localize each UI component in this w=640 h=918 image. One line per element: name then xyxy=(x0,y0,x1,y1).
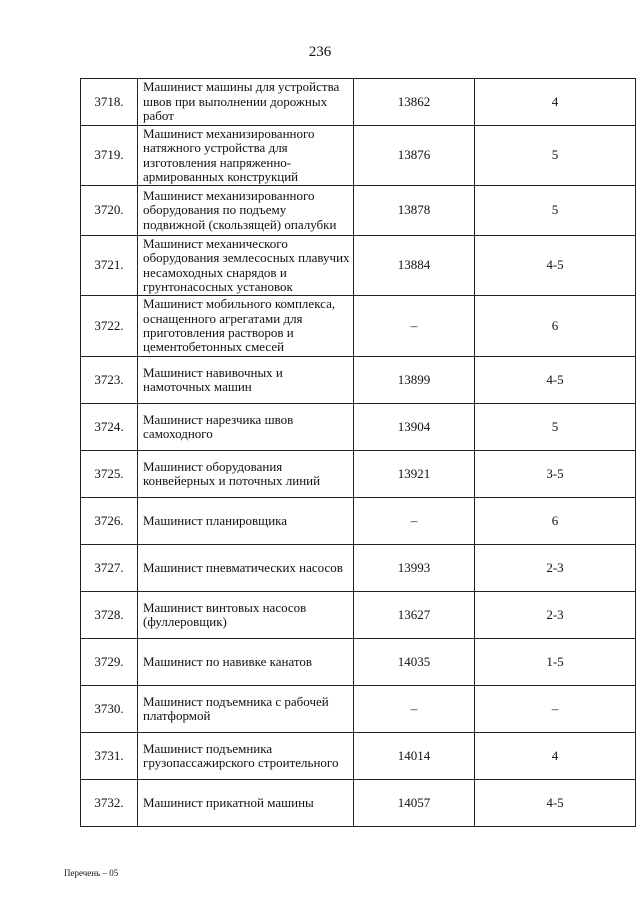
grade-range: 5 xyxy=(475,404,636,451)
grade-range: 6 xyxy=(475,296,636,357)
profession-name: Машинист мобильного комплекса, оснащенного агрегатами для приготовления растворов и цементобетонных смесей xyxy=(138,296,354,357)
table-row xyxy=(81,296,636,357)
profession-code: 14057 xyxy=(354,780,475,827)
profession-code: – xyxy=(354,498,475,545)
row-number: 3731. xyxy=(81,733,138,780)
profession-name: Машинист механизированного натяжного устройства для изготовления напряженно-армированных конструкций xyxy=(138,126,354,186)
profession-name: Машинист по навивке канатов xyxy=(138,639,354,686)
profession-table xyxy=(80,78,636,827)
profession-code: 13904 xyxy=(354,404,475,451)
profession-name: Машинист нарезчика швов самоходного xyxy=(138,404,354,451)
row-number: 3726. xyxy=(81,498,138,545)
profession-code: – xyxy=(354,686,475,733)
row-number: 3730. xyxy=(81,686,138,733)
grade-range: 2-3 xyxy=(475,592,636,639)
row-number: 3724. xyxy=(81,404,138,451)
profession-name: Машинист машины для устройства швов при выполнении дорожных работ xyxy=(138,79,354,126)
grade-range: 4 xyxy=(475,79,636,126)
row-number: 3728. xyxy=(81,592,138,639)
grade-range: 6 xyxy=(475,498,636,545)
grade-range: 4-5 xyxy=(475,357,636,404)
table-row xyxy=(81,498,636,545)
table-row xyxy=(81,451,636,498)
profession-name: Машинист навивочных и намоточных машин xyxy=(138,357,354,404)
grade-range: 4-5 xyxy=(475,236,636,296)
profession-name: Машинист механического оборудования землесосных плавучих несамоходных снарядов и грунтонасосных установок xyxy=(138,236,354,296)
profession-code: 13993 xyxy=(354,545,475,592)
profession-name: Машинист прикатной машины xyxy=(138,780,354,827)
grade-range: 5 xyxy=(475,186,636,236)
profession-name: Машинист планировщика xyxy=(138,498,354,545)
row-number: 3729. xyxy=(81,639,138,686)
table-row xyxy=(81,126,636,186)
profession-code: 13884 xyxy=(354,236,475,296)
row-number: 3720. xyxy=(81,186,138,236)
table-row xyxy=(81,236,636,296)
row-number: 3732. xyxy=(81,780,138,827)
row-number: 3721. xyxy=(81,236,138,296)
profession-code: 13862 xyxy=(354,79,475,126)
table-row xyxy=(81,780,636,827)
table-row xyxy=(81,186,636,236)
profession-code: 14035 xyxy=(354,639,475,686)
table-row xyxy=(81,686,636,733)
table-row xyxy=(81,639,636,686)
row-number: 3727. xyxy=(81,545,138,592)
row-number: 3725. xyxy=(81,451,138,498)
profession-code: 13921 xyxy=(354,451,475,498)
profession-name: Машинист оборудования конвейерных и поточных линий xyxy=(138,451,354,498)
profession-name: Машинист подъемника с рабочей платформой xyxy=(138,686,354,733)
table-row xyxy=(81,545,636,592)
grade-range: 1-5 xyxy=(475,639,636,686)
grade-range: – xyxy=(475,686,636,733)
grade-range: 3-5 xyxy=(475,451,636,498)
profession-code: 13627 xyxy=(354,592,475,639)
grade-range: 2-3 xyxy=(475,545,636,592)
table-row xyxy=(81,79,636,126)
footer-label: Перечень – 05 xyxy=(64,868,119,878)
profession-code: 13876 xyxy=(354,126,475,186)
row-number: 3718. xyxy=(81,79,138,126)
grade-range: 4 xyxy=(475,733,636,780)
page-number: 236 xyxy=(308,44,332,60)
row-number: 3719. xyxy=(81,126,138,186)
profession-name: Машинист пневматических насосов xyxy=(138,545,354,592)
table-row xyxy=(81,592,636,639)
profession-code: 13899 xyxy=(354,357,475,404)
profession-code: – xyxy=(354,296,475,357)
profession-code: 13878 xyxy=(354,186,475,236)
table-row xyxy=(81,357,636,404)
row-number: 3723. xyxy=(81,357,138,404)
profession-name: Машинист подъемника грузопассажирского строительного xyxy=(138,733,354,780)
table-row xyxy=(81,733,636,780)
row-number: 3722. xyxy=(81,296,138,357)
profession-code: 14014 xyxy=(354,733,475,780)
grade-range: 4-5 xyxy=(475,780,636,827)
grade-range: 5 xyxy=(475,126,636,186)
profession-name: Машинист механизированного оборудования по подъему подвижной (скользящей) опалубки xyxy=(138,186,354,236)
table-row xyxy=(81,404,636,451)
profession-name: Машинист винтовых насосов (фуллеровщик) xyxy=(138,592,354,639)
